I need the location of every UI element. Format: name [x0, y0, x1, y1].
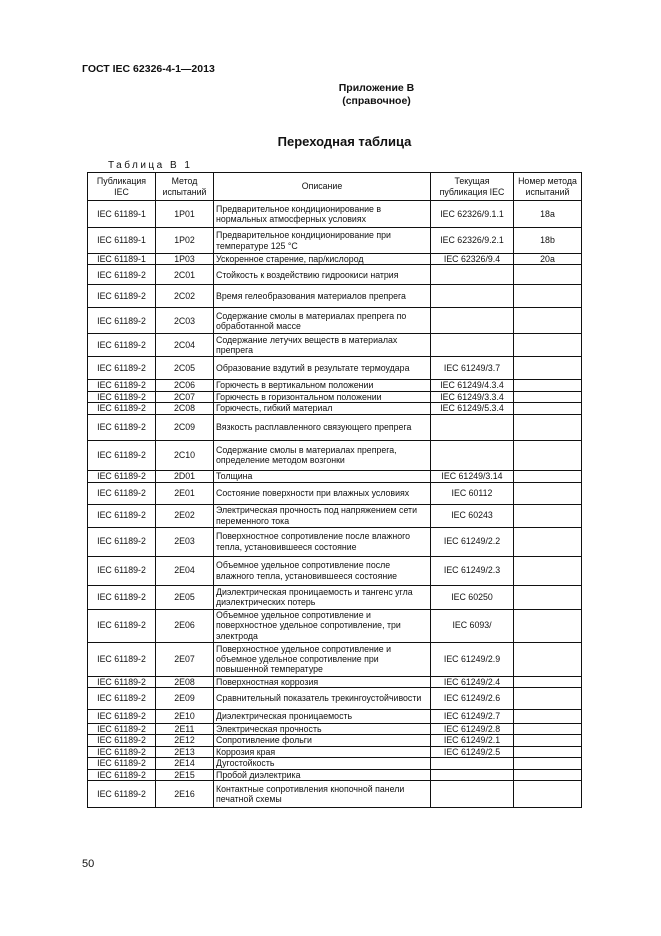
publication-cell: IEC 61189-2 [88, 470, 156, 482]
table-row [88, 403, 582, 414]
publication-cell: IEC 61189-2 [88, 380, 156, 391]
table-row [88, 285, 582, 308]
current-publication-cell [431, 334, 514, 357]
description-cell: Горючесть в горизонтальном положении [214, 391, 431, 402]
publication-cell: IEC 61189-2 [88, 710, 156, 724]
table-row [88, 391, 582, 402]
method-number-cell [514, 556, 582, 585]
description-cell: Объемное удельное сопротивление и поверхностное удельное сопротивление, три электрода [214, 609, 431, 642]
method-number-cell [514, 609, 582, 642]
publication-cell: IEC 61189-2 [88, 285, 156, 308]
table-body [88, 201, 582, 808]
description-cell: Дугостойкость [214, 758, 431, 769]
table-row [88, 556, 582, 585]
description-cell: Стойкость к воздействию гидроокиси натрия [214, 265, 431, 285]
table-row [88, 781, 582, 808]
current-publication-cell: IEC 61249/2.5 [431, 746, 514, 757]
current-publication-cell [431, 781, 514, 808]
method-number-cell [514, 285, 582, 308]
current-publication-cell: IEC 61249/3.7 [431, 357, 514, 380]
current-publication-cell: IEC 60250 [431, 585, 514, 609]
page-number: 50 [82, 858, 95, 870]
current-publication-cell: IEC 61249/5.3.4 [431, 403, 514, 414]
method-cell: 2E06 [156, 609, 214, 642]
description-cell: Горючесть в вертикальном положении [214, 380, 431, 391]
current-publication-cell: IEC 61249/2.9 [431, 642, 514, 676]
table-row [88, 676, 582, 687]
current-publication-cell: IEC 62326/9.1.1 [431, 201, 514, 228]
method-cell: 2C10 [156, 440, 214, 470]
table-row [88, 201, 582, 228]
current-publication-cell: IEC 61249/2.4 [431, 676, 514, 687]
publication-cell: IEC 61189-2 [88, 735, 156, 746]
current-publication-cell [431, 440, 514, 470]
description-cell: Вязкость расплавленного связующего препрега [214, 414, 431, 440]
table-row [88, 470, 582, 482]
page-title [0, 134, 661, 149]
method-cell: 2E12 [156, 735, 214, 746]
method-number-cell [514, 504, 582, 527]
method-cell: 2E10 [156, 710, 214, 724]
table-row [88, 746, 582, 757]
method-cell: 1P02 [156, 228, 214, 254]
method-cell: 2E08 [156, 676, 214, 687]
method-number-cell [514, 688, 582, 710]
current-publication-cell: IEC 61249/2.8 [431, 724, 514, 735]
current-publication-cell: IEC 61249/2.3 [431, 556, 514, 585]
page-title-text: Переходная таблица [277, 134, 412, 149]
document-code: ГОСТ IEC 62326-4-1—2013 [82, 63, 215, 75]
method-cell: 2E05 [156, 585, 214, 609]
publication-cell: IEC 61189-2 [88, 585, 156, 609]
table-row [88, 585, 582, 609]
method-number-cell: 18b [514, 228, 582, 254]
description-cell: Диэлектрическая проницаемость [214, 710, 431, 724]
publication-cell: IEC 61189-2 [88, 414, 156, 440]
current-publication-cell: IEC 60112 [431, 482, 514, 504]
publication-cell: IEC 61189-2 [88, 357, 156, 380]
method-number-cell [514, 470, 582, 482]
method-number-cell [514, 724, 582, 735]
current-publication-cell: IEC 62326/9.2.1 [431, 228, 514, 254]
method-cell: 2C08 [156, 403, 214, 414]
method-number-cell [514, 758, 582, 769]
description-cell: Содержание смолы в материалах препрега по обработанной массе [214, 308, 431, 334]
method-number-cell [514, 414, 582, 440]
publication-cell: IEC 61189-2 [88, 769, 156, 780]
method-cell: 2C05 [156, 357, 214, 380]
method-cell: 2C06 [156, 380, 214, 391]
method-number-cell: 18a [514, 201, 582, 228]
table-row [88, 504, 582, 527]
method-number-cell [514, 735, 582, 746]
description-cell: Время гелеобразования материалов препрега [214, 285, 431, 308]
publication-cell: IEC 61189-2 [88, 334, 156, 357]
col-header-publication: Публикация IEC [88, 173, 156, 201]
current-publication-cell: IEC 61249/3.14 [431, 470, 514, 482]
publication-cell: IEC 61189-2 [88, 504, 156, 527]
publication-cell: IEC 61189-2 [88, 746, 156, 757]
description-cell: Поверхностное удельное сопротивление и объемное удельное сопротивление при повышенной температуре [214, 642, 431, 676]
current-publication-cell [431, 265, 514, 285]
method-cell: 1P01 [156, 201, 214, 228]
publication-cell: IEC 61189-1 [88, 254, 156, 265]
table-header-row [88, 173, 582, 201]
table-row [88, 724, 582, 735]
method-cell: 2E14 [156, 758, 214, 769]
description-cell: Содержание летучих веществ в материалах препрега [214, 334, 431, 357]
method-cell: 2E11 [156, 724, 214, 735]
description-cell: Пробой диэлектрика [214, 769, 431, 780]
current-publication-cell: IEC 61249/4.3.4 [431, 380, 514, 391]
method-number-cell: 20a [514, 254, 582, 265]
table-row [88, 414, 582, 440]
table-row [88, 440, 582, 470]
method-number-cell [514, 440, 582, 470]
method-number-cell [514, 585, 582, 609]
publication-cell: IEC 61189-1 [88, 201, 156, 228]
publication-cell: IEC 61189-2 [88, 781, 156, 808]
current-publication-cell: IEC 62326/9.4 [431, 254, 514, 265]
table-row [88, 254, 582, 265]
publication-cell: IEC 61189-2 [88, 440, 156, 470]
table-row [88, 609, 582, 642]
publication-cell: IEC 61189-2 [88, 609, 156, 642]
current-publication-cell [431, 285, 514, 308]
current-publication-cell: IEC 6093/ [431, 609, 514, 642]
current-publication-cell: IEC 61249/2.1 [431, 735, 514, 746]
description-cell: Образование вздутий в результате термоудара [214, 357, 431, 380]
method-number-cell [514, 357, 582, 380]
description-cell: Предварительное кондиционирование при температуре 125 °С [214, 228, 431, 254]
table-label: Таблица В 1 [108, 160, 193, 171]
method-cell: 2E15 [156, 769, 214, 780]
method-cell: 2C03 [156, 308, 214, 334]
publication-cell: IEC 61189-2 [88, 403, 156, 414]
table-row [88, 735, 582, 746]
method-cell: 2C07 [156, 391, 214, 402]
publication-cell: IEC 61189-2 [88, 527, 156, 556]
col-header-method-number: Номер метода испытаний [514, 173, 582, 201]
current-publication-cell [431, 308, 514, 334]
method-cell: 2E07 [156, 642, 214, 676]
method-number-cell [514, 482, 582, 504]
method-cell: 2E03 [156, 527, 214, 556]
description-cell: Толщина [214, 470, 431, 482]
publication-cell: IEC 61189-2 [88, 556, 156, 585]
current-publication-cell [431, 769, 514, 780]
method-cell: 2C02 [156, 285, 214, 308]
method-number-cell [514, 380, 582, 391]
current-publication-cell: IEC 61249/2.2 [431, 527, 514, 556]
description-cell: Электрическая прочность под напряжением сети переменного тока [214, 504, 431, 527]
col-header-description: Описание [214, 173, 431, 201]
description-cell: Поверхностная коррозия [214, 676, 431, 687]
annex-type: (справочное) [342, 95, 411, 107]
description-cell: Содержание смолы в материалах препрега, определение методом возгонки [214, 440, 431, 470]
table-row [88, 357, 582, 380]
table-row [88, 228, 582, 254]
method-number-cell [514, 403, 582, 414]
method-cell: 2E09 [156, 688, 214, 710]
col-header-method: Метод испытаний [156, 173, 214, 201]
current-publication-cell: IEC 60243 [431, 504, 514, 527]
table-row [88, 482, 582, 504]
method-cell: 2E01 [156, 482, 214, 504]
description-cell: Горючесть, гибкий материал [214, 403, 431, 414]
table-row [88, 527, 582, 556]
method-cell: 2E13 [156, 746, 214, 757]
description-cell: Коррозия края [214, 746, 431, 757]
table-row [88, 380, 582, 391]
current-publication-cell: IEC 61249/3.3.4 [431, 391, 514, 402]
current-publication-cell [431, 414, 514, 440]
table-row [88, 688, 582, 710]
current-publication-cell: IEC 61249/2.6 [431, 688, 514, 710]
table-row [88, 265, 582, 285]
col-header-current-publication: Текущая публикация IEC [431, 173, 514, 201]
method-number-cell [514, 746, 582, 757]
method-number-cell [514, 334, 582, 357]
method-number-cell [514, 391, 582, 402]
method-cell: 1P03 [156, 254, 214, 265]
description-cell: Предварительное кондиционирование в нормальных атмосферных условиях [214, 201, 431, 228]
table-row [88, 334, 582, 357]
method-number-cell [514, 527, 582, 556]
method-cell: 2E04 [156, 556, 214, 585]
publication-cell: IEC 61189-2 [88, 265, 156, 285]
description-cell: Состояние поверхности при влажных условиях [214, 482, 431, 504]
annex-title: Приложение В [338, 82, 415, 94]
method-cell: 2C01 [156, 265, 214, 285]
method-cell: 2E02 [156, 504, 214, 527]
method-cell: 2E16 [156, 781, 214, 808]
method-number-cell [514, 769, 582, 780]
table-row [88, 758, 582, 769]
method-number-cell [514, 710, 582, 724]
current-publication-cell [431, 758, 514, 769]
publication-cell: IEC 61189-2 [88, 676, 156, 687]
method-cell: 2C04 [156, 334, 214, 357]
table-row [88, 710, 582, 724]
current-publication-cell: IEC 61249/2.7 [431, 710, 514, 724]
description-cell: Поверхностное сопротивление после влажного тепла, установившееся состояние [214, 527, 431, 556]
method-number-cell [514, 642, 582, 676]
description-cell: Электрическая прочность [214, 724, 431, 735]
method-number-cell [514, 308, 582, 334]
method-cell: 2D01 [156, 470, 214, 482]
method-number-cell [514, 265, 582, 285]
table-row [88, 769, 582, 780]
publication-cell: IEC 61189-2 [88, 724, 156, 735]
method-number-cell [514, 676, 582, 687]
publication-cell: IEC 61189-2 [88, 308, 156, 334]
description-cell: Сравнительный показатель трекингоустойчивости [214, 688, 431, 710]
publication-cell: IEC 61189-2 [88, 391, 156, 402]
publication-cell: IEC 61189-2 [88, 688, 156, 710]
publication-cell: IEC 61189-2 [88, 758, 156, 769]
publication-cell: IEC 61189-2 [88, 482, 156, 504]
transition-table [87, 172, 582, 808]
publication-cell: IEC 61189-2 [88, 642, 156, 676]
description-cell: Контактные сопротивления кнопочной панели печатной схемы [214, 781, 431, 808]
annex-heading [0, 82, 661, 108]
table-row [88, 308, 582, 334]
description-cell: Сопротивление фольги [214, 735, 431, 746]
method-number-cell [514, 781, 582, 808]
table-row [88, 642, 582, 676]
method-cell: 2C09 [156, 414, 214, 440]
description-cell: Диэлектрическая проницаемость и тангенс угла диэлектрических потерь [214, 585, 431, 609]
description-cell: Объемное удельное сопротивление после влажного тепла, установившееся состояние [214, 556, 431, 585]
publication-cell: IEC 61189-1 [88, 228, 156, 254]
description-cell: Ускоренное старение, пар/кислород [214, 254, 431, 265]
